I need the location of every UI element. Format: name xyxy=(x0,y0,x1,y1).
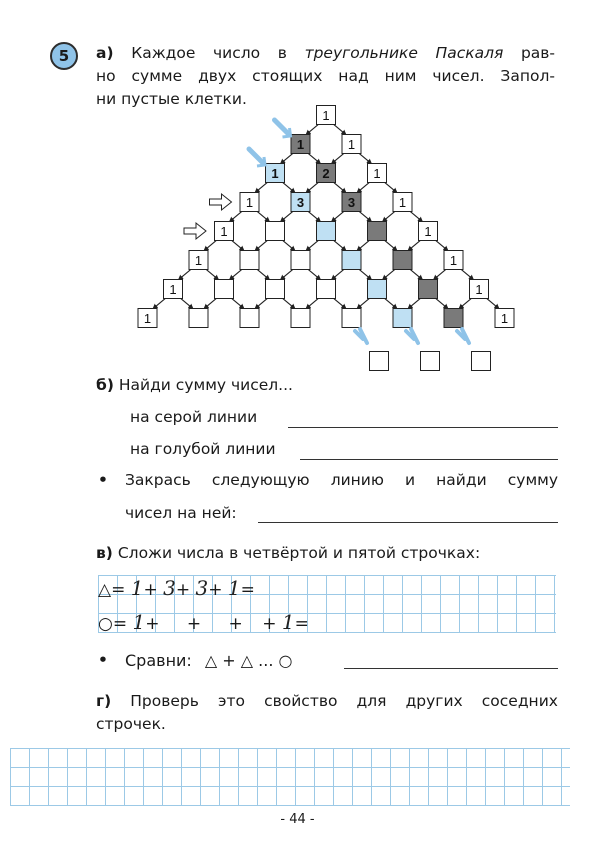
blue-line-answer-field[interactable] xyxy=(300,459,558,460)
connector-arrow xyxy=(255,298,269,309)
connector-arrow xyxy=(357,182,371,193)
task-a-text-1: Каждое число в xyxy=(131,44,305,62)
gray-line-answer-field[interactable] xyxy=(288,427,558,428)
connector-arrow xyxy=(280,211,294,222)
cell-value: 1 xyxy=(475,282,483,297)
triangle-cell[interactable] xyxy=(393,251,412,270)
part-b-label: б) xyxy=(96,376,114,394)
connector-arrow xyxy=(409,269,423,280)
connector-arrow xyxy=(333,124,347,135)
triangle-icon: △ xyxy=(98,580,112,600)
cell-value: 1 xyxy=(322,108,330,123)
connector-arrow xyxy=(204,240,218,251)
part-g-word: свойство xyxy=(264,692,338,710)
connector-arrow xyxy=(282,182,296,193)
cell-value: 1 xyxy=(500,311,509,326)
cell-value: 1 xyxy=(347,137,356,152)
instr-word: линию xyxy=(330,471,384,489)
connector-arrow xyxy=(331,153,345,164)
connector-arrow xyxy=(408,240,422,251)
next-row-box[interactable] xyxy=(421,352,440,371)
compare-label: Сравни: xyxy=(125,651,192,670)
cell-value: 1 xyxy=(271,166,279,181)
handwritten-number: 3 xyxy=(163,576,176,600)
connector-arrow xyxy=(435,240,449,251)
bullet-icon: • xyxy=(98,471,108,489)
connector-arrow xyxy=(180,298,194,309)
task-a-line2: но сумме двух стоящих над ним чисел. Запол- xyxy=(96,67,555,85)
triangle-cell[interactable] xyxy=(240,309,259,328)
compare-expression: △ + △ ... ○ xyxy=(204,651,293,670)
connector-arrow xyxy=(384,240,398,251)
blue-arrow-icon xyxy=(275,120,289,134)
task-a-text-2: рав- xyxy=(503,44,556,62)
triangle-cell[interactable] xyxy=(368,222,387,241)
part-g-word: соседних xyxy=(481,692,558,710)
triangle-cell[interactable] xyxy=(317,280,336,299)
plus-sign: + xyxy=(228,614,243,634)
connector-arrow xyxy=(384,298,398,309)
triangle-cell[interactable] xyxy=(317,222,336,241)
connector-arrow xyxy=(409,211,423,222)
cell-value: 1 xyxy=(220,224,228,239)
bottom-graph-paper[interactable] xyxy=(10,748,570,806)
cell-value: 1 xyxy=(424,224,432,239)
plus-sign: + xyxy=(186,614,202,634)
connector-arrow xyxy=(333,240,347,251)
plus-sign: + xyxy=(175,580,191,600)
part-b-heading xyxy=(96,374,293,397)
triangle-cell[interactable] xyxy=(291,309,310,328)
connector-arrow xyxy=(255,240,269,251)
plus-sign: + xyxy=(145,614,160,634)
connector-arrow xyxy=(357,240,371,251)
triangle-sum-row xyxy=(98,577,255,601)
triangle-cell[interactable] xyxy=(240,251,259,270)
part-g-line2: строчек. xyxy=(96,715,166,733)
equals-sign: = xyxy=(240,580,255,600)
triangle-cell[interactable] xyxy=(342,251,361,270)
part-b-instruction-line2: чисел на ней: xyxy=(125,504,237,522)
task-a-line3: ни пустые клетки. xyxy=(96,90,247,108)
task-number-badge: 5 xyxy=(50,42,78,70)
connector-arrow xyxy=(280,153,294,164)
connector-arrow xyxy=(358,211,372,222)
instr-word: найди xyxy=(436,471,487,489)
part-g-line1 xyxy=(96,690,558,713)
circle-sum-row xyxy=(98,611,309,635)
connector-arrow xyxy=(357,298,371,309)
next-row-box[interactable] xyxy=(370,352,389,371)
connector-arrow xyxy=(307,269,321,280)
handwritten-number: 1 xyxy=(130,576,144,600)
connector-arrow xyxy=(333,182,347,193)
gray-line-label: на серой линии xyxy=(130,408,258,426)
part-g-label: г) xyxy=(96,692,112,710)
plus-sign: + xyxy=(143,580,158,600)
connector-arrow xyxy=(486,298,500,309)
cell-value: 1 xyxy=(143,311,152,326)
blue-arrow-icon xyxy=(406,329,418,343)
cell-value: 1 xyxy=(398,195,407,210)
instr-word: Закрась xyxy=(125,471,191,489)
connector-arrow xyxy=(306,240,320,251)
connector-arrow xyxy=(307,153,321,164)
page-number: - 44 - xyxy=(280,812,315,827)
part-g-word: Проверь xyxy=(130,692,199,710)
triangle-cell[interactable] xyxy=(393,309,412,328)
connector-arrow xyxy=(382,269,396,280)
connector-arrow xyxy=(408,298,422,309)
plus-sign: + xyxy=(262,614,277,634)
connector-arrow xyxy=(459,298,473,309)
circle-icon: ○ xyxy=(98,614,113,634)
blue-line-label: на голубой линии xyxy=(130,440,276,458)
part-g-word: для xyxy=(356,692,387,710)
connector-arrow xyxy=(331,211,345,222)
connector-arrow xyxy=(280,269,294,280)
triangle-cell[interactable] xyxy=(266,222,285,241)
connector-arrow xyxy=(178,269,192,280)
connector-arrow xyxy=(153,298,167,309)
connector-arrow xyxy=(282,298,296,309)
connector-arrow xyxy=(306,182,320,193)
cell-value: 2 xyxy=(322,166,330,181)
equals-sign: = xyxy=(294,614,309,634)
bullet-icon: • xyxy=(98,651,108,669)
triangle-cell[interactable] xyxy=(215,280,234,299)
equals-sign: = xyxy=(111,580,126,600)
handwritten-number: 1 xyxy=(281,610,295,634)
right-arrow-icon xyxy=(210,194,232,210)
part-g-word: это xyxy=(217,692,245,710)
triangle-cell[interactable] xyxy=(419,280,438,299)
cell-value: 3 xyxy=(347,195,356,210)
connector-arrow xyxy=(229,211,243,222)
pascal-triangle-figure xyxy=(0,0,595,380)
connector-arrow xyxy=(306,124,320,135)
handwritten-number: 1 xyxy=(132,610,146,634)
connector-arrow xyxy=(229,269,243,280)
instr-word: и xyxy=(405,471,416,489)
cell-value: 3 xyxy=(296,195,305,210)
part-v-label: в) xyxy=(96,544,113,562)
cell-value: 1 xyxy=(373,166,381,181)
triangle-cell[interactable] xyxy=(368,280,387,299)
cell-value: 1 xyxy=(245,195,254,210)
connector-arrow xyxy=(331,269,345,280)
triangle-cell[interactable] xyxy=(189,309,208,328)
connector-arrow xyxy=(358,269,372,280)
next-row-box[interactable] xyxy=(472,352,491,371)
part-b-title: Найди сумму чисел... xyxy=(118,376,293,394)
instr-word: сумму xyxy=(507,471,559,489)
connector-arrow xyxy=(435,298,449,309)
part-g-word: других xyxy=(405,692,463,710)
cell-value: 1 xyxy=(449,253,458,268)
connector-arrow xyxy=(384,182,398,193)
connector-arrow xyxy=(433,269,447,280)
triangle-cell[interactable] xyxy=(266,280,285,299)
part-v-text: Сложи числа в четвёртой и пятой строчках: xyxy=(117,544,481,562)
connector-arrow xyxy=(307,211,321,222)
instr-word: следующую xyxy=(211,471,310,489)
connector-arrow xyxy=(204,298,218,309)
handwritten-number: 1 xyxy=(227,576,241,600)
connector-arrow xyxy=(256,269,270,280)
connector-arrow xyxy=(358,153,372,164)
connector-arrow xyxy=(231,240,245,251)
cell-value: 1 xyxy=(296,137,305,152)
cell-value: 1 xyxy=(169,282,177,297)
part-b-instruction-line1 xyxy=(125,469,558,492)
connector-arrow xyxy=(231,298,245,309)
triangle-cell[interactable] xyxy=(342,309,361,328)
cell-value: 1 xyxy=(194,253,203,268)
connector-arrow xyxy=(460,269,474,280)
connector-arrow xyxy=(382,211,396,222)
compare-answer-field[interactable] xyxy=(344,668,558,669)
connector-arrow xyxy=(205,269,219,280)
compare-row xyxy=(125,649,292,672)
next-line-answer-field[interactable] xyxy=(258,522,558,523)
connector-arrow xyxy=(255,182,269,193)
pascal-triangle-term: треугольнике Паскаля xyxy=(304,44,504,62)
handwritten-number: 3 xyxy=(195,576,209,600)
connector-arrow xyxy=(282,240,296,251)
right-arrow-icon xyxy=(184,223,206,239)
equals-sign: = xyxy=(112,614,128,634)
triangle-cell[interactable] xyxy=(291,251,310,270)
triangle-cell[interactable] xyxy=(444,309,463,328)
part-v-heading xyxy=(96,542,480,565)
part-a-label: а) xyxy=(96,44,114,62)
blue-arrow-icon xyxy=(355,329,367,343)
blue-arrow-icon xyxy=(457,329,469,343)
connector-arrow xyxy=(333,298,347,309)
connector-arrow xyxy=(306,298,320,309)
plus-sign: + xyxy=(208,580,223,600)
connector-arrow xyxy=(256,211,270,222)
blue-arrow-icon xyxy=(249,149,263,163)
